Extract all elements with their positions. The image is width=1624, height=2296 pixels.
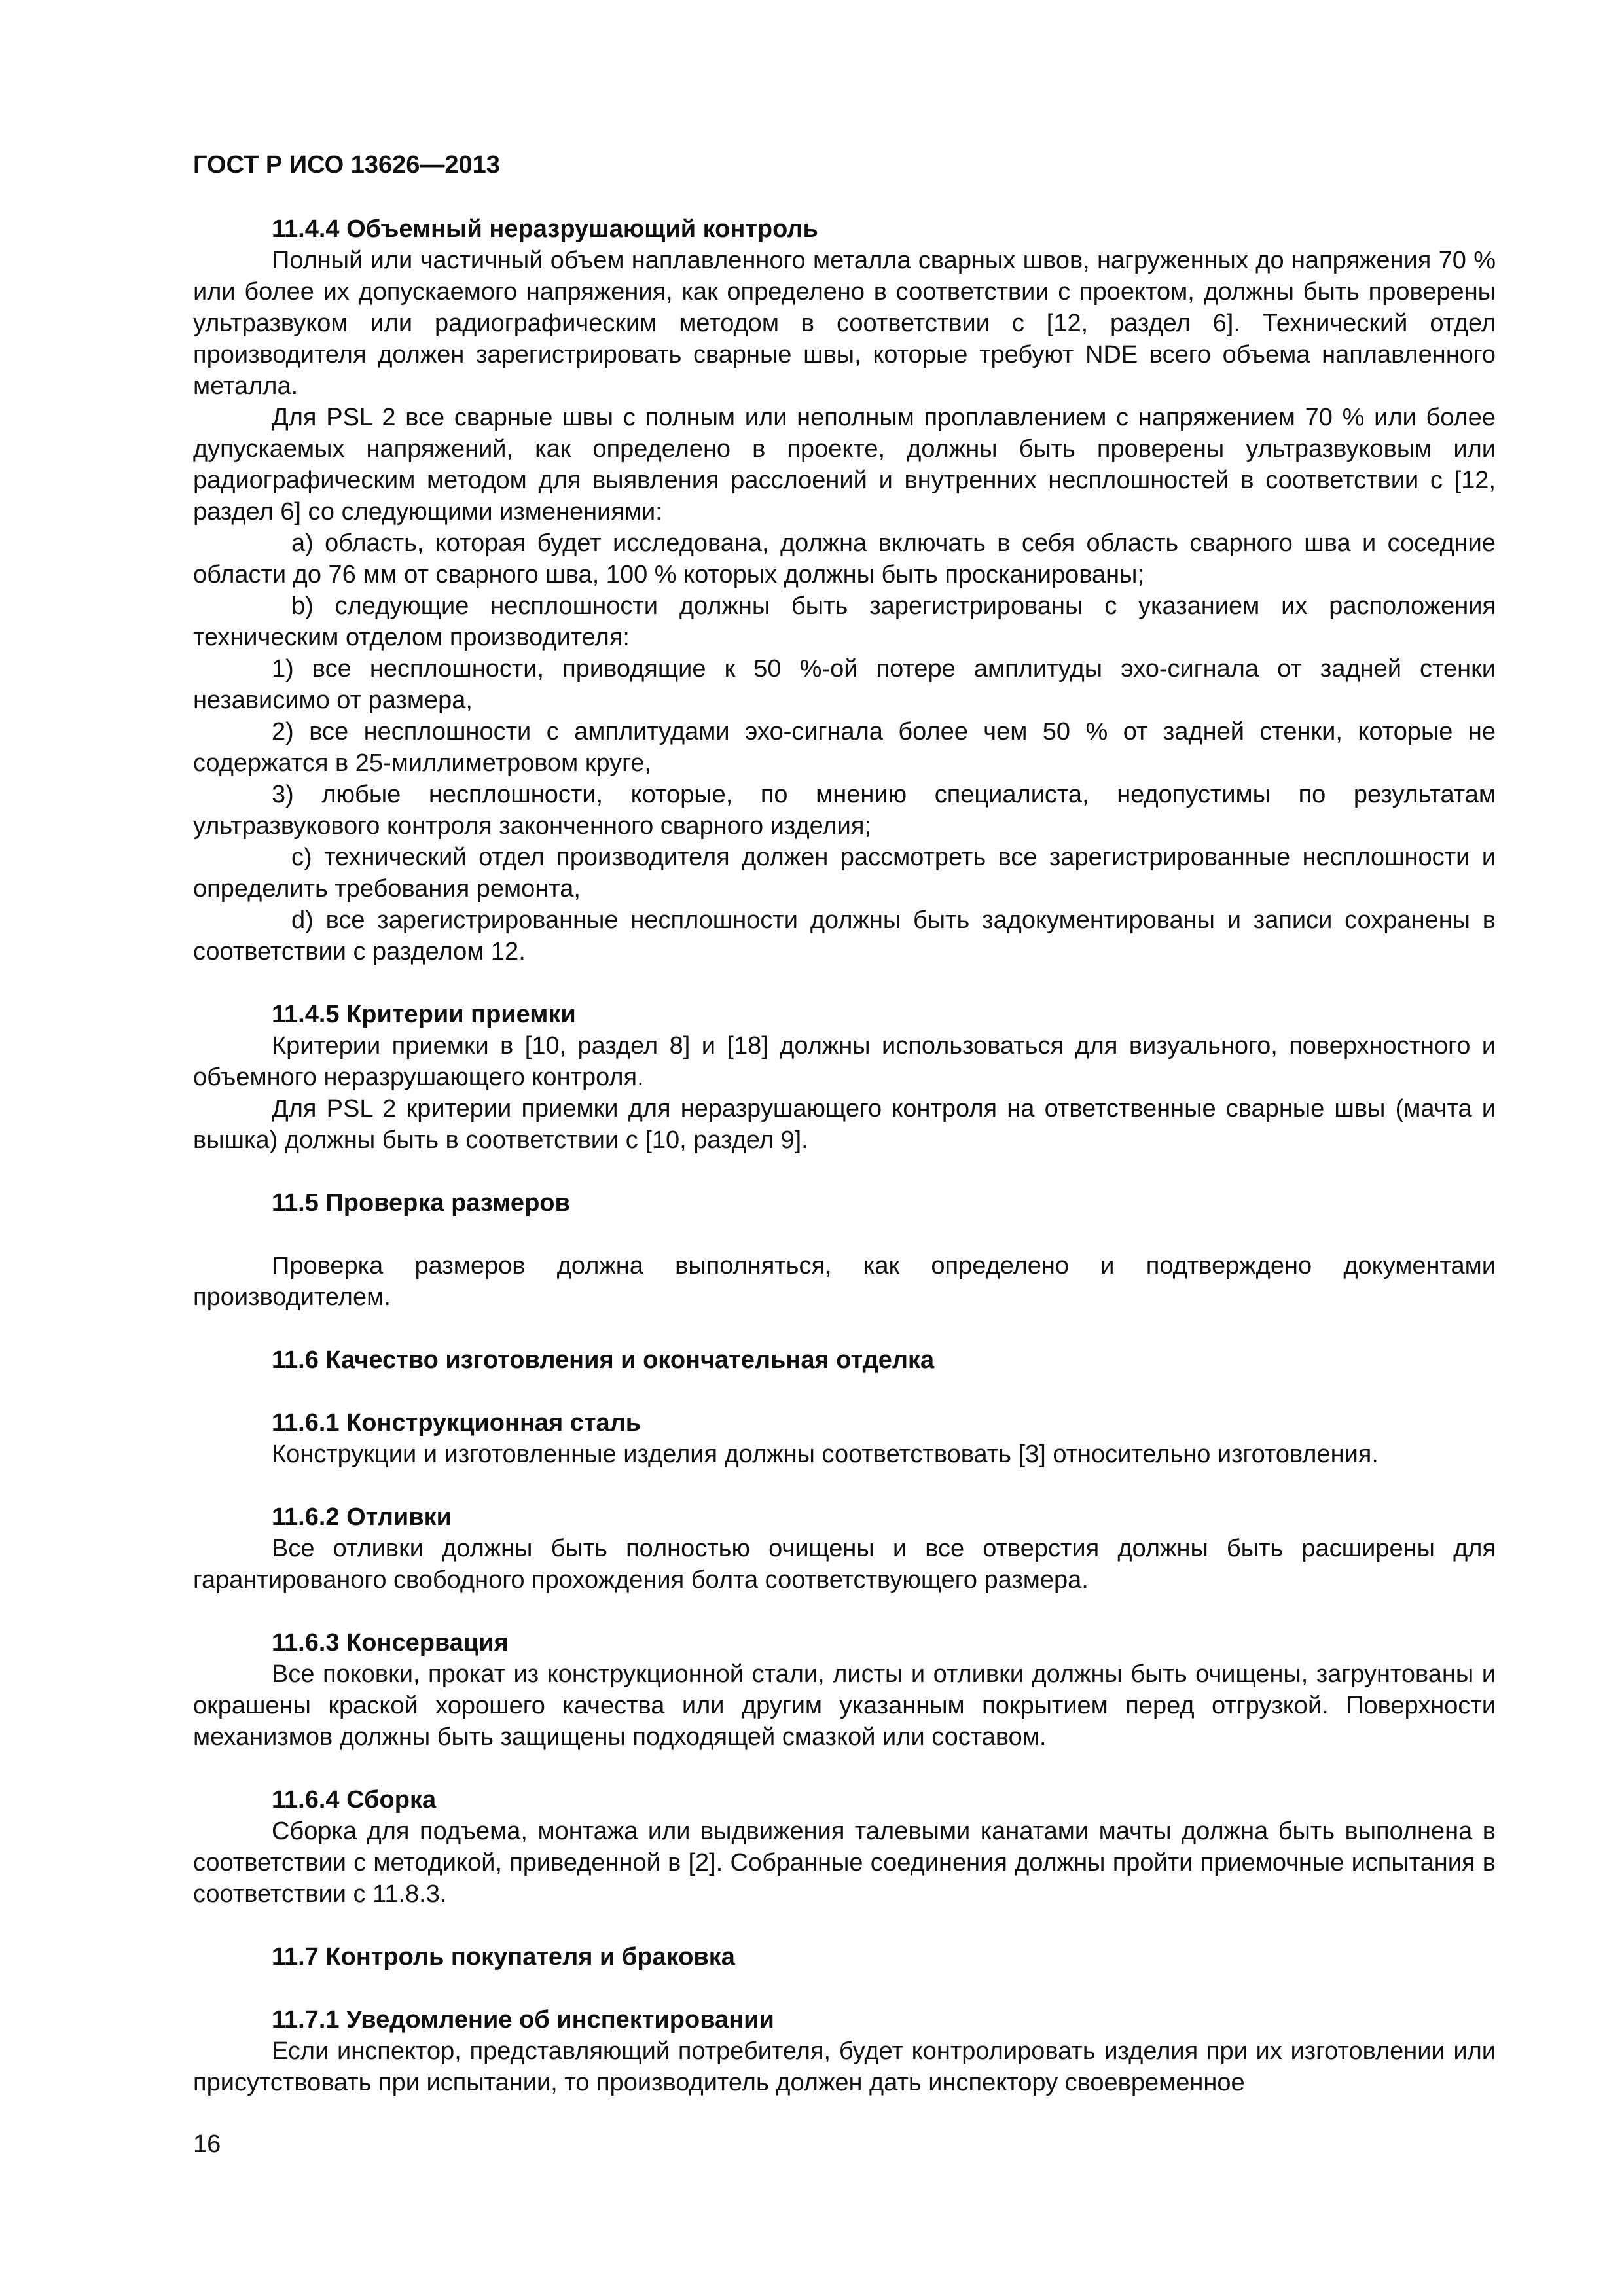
section-heading-11-4-5: 11.4.5 Критерии приемки (272, 1001, 576, 1028)
document-page (193, 149, 1496, 2098)
paragraph: Для PSL 2 критерии приемки для неразрушающего контроля на ответственные сварные швы (мачта и вышка) должны быть в соответствии с [10, раздел 9]. (193, 1095, 1496, 1154)
paragraph: Все отливки должны быть полностью очищены и все отверстия должны быть расширены для гарантированого свободного прохождения болта соответствующего размера. (193, 1535, 1496, 1594)
paragraph: Критерии приемки в [10, раздел 8] и [18] должны использоваться для визуального, поверхностного и объемного неразрушающего контроля. (193, 1032, 1496, 1091)
page-number: 16 (193, 2130, 221, 2158)
section-heading-11-6: 11.6 Качество изготовления и окончательная отделка (272, 1346, 935, 1374)
paragraph: Полный или частичный объем наплавленного металла сварных швов, нагруженных до напряжения 70 % или более их допускаемого напряжения, как определено в соответствии с проектом, должны быть проверены ультразвуком или радиографическим методом в соответствии с [12, раздел 6]. Технический отдел производителя должен зарегистрировать сварные швы, которые требуют NDE всего объема наплавленного металла. (193, 247, 1496, 400)
paragraph: Все поковки, прокат из конструкционной стали, листы и отливки должны быть очищены, загрунтованы и окрашены краской хорошего качества или другим указанным покрытием перед отгрузкой. Поверхности механизмов должны быть защищены подходящей смазкой или составом. (193, 1660, 1496, 1751)
section-heading-11-5: 11.5 Проверка размеров (272, 1189, 570, 1217)
standard-header: ГОСТ Р ИСО 13626—2013 (193, 151, 500, 179)
section-heading-11-4-4: 11.4.4 Объемный неразрушающий контроль (272, 215, 818, 243)
list-item-a: a) область, которая будет исследована, должна включать в себя область сварного шва и соседние области до 76 мм от сварного шва, 100 % которых должны быть просканированы; (193, 529, 1496, 588)
paragraph: Если инспектор, представляющий потребителя, будет контролировать изделия при их изготовлении или присутствовать при испытании, то производитель должен дать инспектору своевременное (193, 2037, 1496, 2096)
section-heading-11-6-3: 11.6.3 Консервация (272, 1629, 509, 1657)
list-item-1: 1) все несплошности, приводящие к 50 %-ой потере амплитуды эхо-сигнала от задней стенки независимо от размера, (193, 655, 1496, 714)
section-heading-11-6-4: 11.6.4 Сборка (272, 1786, 437, 1814)
list-item-2: 2) все несплошности с амплитудами эхо-сигнала более чем 50 % от задней стенки, которые не содержатся в 25-миллиметровом круге, (193, 718, 1496, 777)
paragraph: Проверка размеров должна выполняться, как определено и подтверждено документами производителем. (193, 1252, 1496, 1311)
section-heading-11-7: 11.7 Контроль покупателя и браковка (272, 1943, 735, 1971)
list-item-c: c) технический отдел производителя должен рассмотреть все зарегистрированные несплошности и определить требования ремонта, (193, 844, 1496, 903)
list-item-d: d) все зарегистрированные несплошности должны быть задокументированы и записи сохранены в соответствии с разделом 12. (193, 906, 1496, 965)
paragraph: Конструкции и изготовленные изделия должны соответствовать [3] относительно изготовления. (272, 1441, 1379, 1468)
section-heading-11-6-1: 11.6.1 Конструкционная сталь (272, 1409, 641, 1437)
section-heading-11-6-2: 11.6.2 Отливки (272, 1503, 452, 1531)
section-heading-11-7-1: 11.7.1 Уведомление об инспектировании (272, 2006, 774, 2034)
paragraph: Сборка для подъема, монтажа или выдвижения талевыми канатами мачты должна быть выполнена в соответствии с методикой, приведенной в [2]. Собранные соединения должны пройти приемочные испытания в соответствии с 11.8.3. (193, 1818, 1496, 1908)
list-item-b: b) следующие несплошности должны быть зарегистрированы с указанием их расположения техническим отделом производителя: (193, 592, 1496, 651)
paragraph: Для PSL 2 все сварные швы с полным или неполным проплавлением с напряжением 70 % или более дупускаемых напряжений, как определено в проекте, должны быть проверены ультразвуковым или радиографическим методом для выявления расслоений и внутренних несплошностей в соответствии с [12, раздел 6] со следующими изменениями: (193, 404, 1496, 526)
list-item-3: 3) любые несплошности, которые, по мнению специалиста, недопустимы по результатам ультразвукового контроля законченного сварного изделия; (193, 781, 1496, 840)
